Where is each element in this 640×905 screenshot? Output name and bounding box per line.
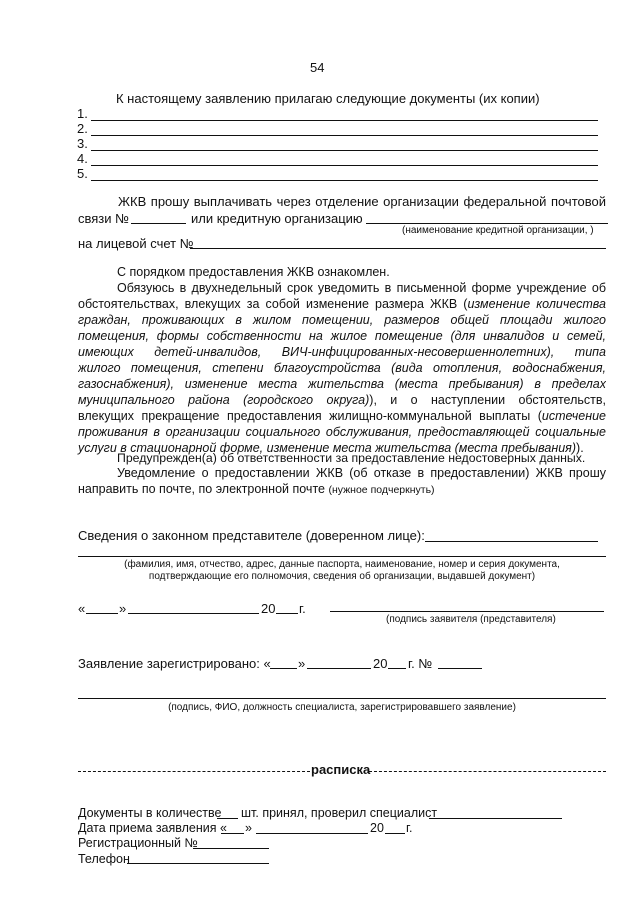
attachment-line-4[interactable] [91,165,598,166]
representative-caption: (фамилия, имя, отчество, адрес, данные паспорта, наименование, номер и серия документа, [124,559,560,570]
receipt-title: расписка [311,762,371,777]
obligation-text: имеющих детей-инвалидов, ВИЧ-инфицированных-несовершеннолетних), типа [78,345,606,359]
year-prefix: 20 [373,656,388,671]
year-suffix: г. [299,601,306,616]
cut-line-right [369,771,606,772]
representative-label: Сведения о законном представителе (доверенном лице): [78,528,425,543]
year-prefix: 20 [370,821,384,835]
attachments-heading: К настоящему заявлению прилагаю следующие документы (их копии) [116,91,540,106]
obligation-text: проживания в организации социального обслуживания, предоставляющей социальные [78,425,606,439]
postal-office-number-field[interactable] [131,223,186,224]
obligation-text: помещения, формы собственности на жилое помещение (для инвалидов и семей, [78,329,606,343]
bank-caption: (наименование кредитной организации, ) [402,225,594,236]
quote-open: « [78,601,86,616]
month-field[interactable] [128,613,259,614]
registration-number-field[interactable] [438,668,482,669]
acquainted-text: С порядком предоставления ЖКВ ознакомлен. [117,265,390,279]
attachment-number: 1. [77,106,88,121]
obligation-text: Обязуюсь в двухнедельный срок уведомить в письменной форме учреждение об [117,281,606,295]
bank-label: или кредитную организацию [191,211,363,226]
specialist-signature-field[interactable] [78,698,606,699]
account-label: на лицевой счет № [78,236,194,251]
page-number: 54 [310,60,325,75]
attachment-number: 4. [77,151,88,166]
receipt-docs-text: шт. принял, проверил специалист [241,806,438,820]
obligation-text: граждан, проживающих в жилом помещении, размеров общей площади жилого [78,313,606,327]
attachment-number: 5. [77,166,88,181]
docs-count-field[interactable] [217,818,238,819]
account-number-field[interactable] [190,248,606,249]
attachment-number: 3. [77,136,88,151]
representative-field-line-2[interactable] [78,556,606,557]
year-prefix: 20 [261,601,276,616]
registration-number-label: г. № [408,656,433,671]
applicant-signature-caption: (подпись заявителя (представителя) [386,614,556,625]
obligation-text: газоснабжения), изменение места жительства (места пребывания) в пределах [78,377,606,391]
postal-label: связи № [78,211,130,226]
obligation-text: влекущих прекращение предоставления жилищно-коммунальной выплаты (истечение [78,409,606,423]
receipt-year-field[interactable] [385,833,405,834]
obligation-text: обстоятельствах, влекущих за собой изменение размера ЖКВ (изменение количества [78,297,606,311]
specialist-caption: (подпись, ФИО, должность специалиста, зарегистрировавшего заявление) [168,702,516,713]
cut-line-left [78,771,310,772]
registration-month-field[interactable] [307,668,371,669]
notification-text: направить по почте, по электронной почте (нужное подчеркнуть) [78,482,435,496]
phone-field[interactable] [127,863,269,864]
obligation-text: муниципального района (городского округа)), и о наступлении обстоятельств, [78,393,606,407]
applicant-signature-field[interactable] [330,611,604,612]
registration-day-field[interactable] [270,668,297,669]
registration-number-label: Регистрационный № [78,836,198,850]
specialist-name-field[interactable] [429,818,562,819]
representative-field[interactable] [425,541,598,542]
attachment-line-2[interactable] [91,135,598,136]
bank-name-field[interactable] [366,223,608,224]
receipt-day-field[interactable] [221,833,244,834]
attachment-line-1[interactable] [91,120,598,121]
receipt-date-label: Дата приема заявления « [78,821,227,835]
obligation-text: услуги в стационарной форме, изменение места жительства (места пребывания)). [78,441,584,455]
day-field[interactable] [86,613,118,614]
registration-label: Заявление зарегистрировано: « [78,656,271,671]
year-field[interactable] [276,613,298,614]
quote-close: » [245,821,252,835]
warning-text: Предупрежден(а) об ответственности за предоставление недостоверных данных. [117,451,586,465]
payment-text: ЖКВ прошу выплачивать через отделение организации федеральной почтовой [118,194,606,209]
year-suffix: г. [406,821,413,835]
obligation-text: жилого помещения, степени благоустройства (вида отопления, водоснабжения, [78,361,606,375]
receipt-docs-label: Документы в количестве [78,806,222,820]
receipt-month-field[interactable] [256,833,368,834]
phone-label: Телефон [78,852,130,866]
representative-caption: подтверждающие его полномочия, сведения об организации, выдавшей документ) [148,571,536,582]
notification-text: Уведомление о предоставлении ЖКВ (об отказе в предоставлении) ЖКВ прошу [117,466,606,480]
receipt-registration-field[interactable] [193,848,269,849]
attachment-line-5[interactable] [91,180,598,181]
registration-year-field[interactable] [388,668,406,669]
attachment-line-3[interactable] [91,150,598,151]
attachment-number: 2. [77,121,88,136]
quote-close: » [298,656,306,671]
quote-close: » [119,601,127,616]
